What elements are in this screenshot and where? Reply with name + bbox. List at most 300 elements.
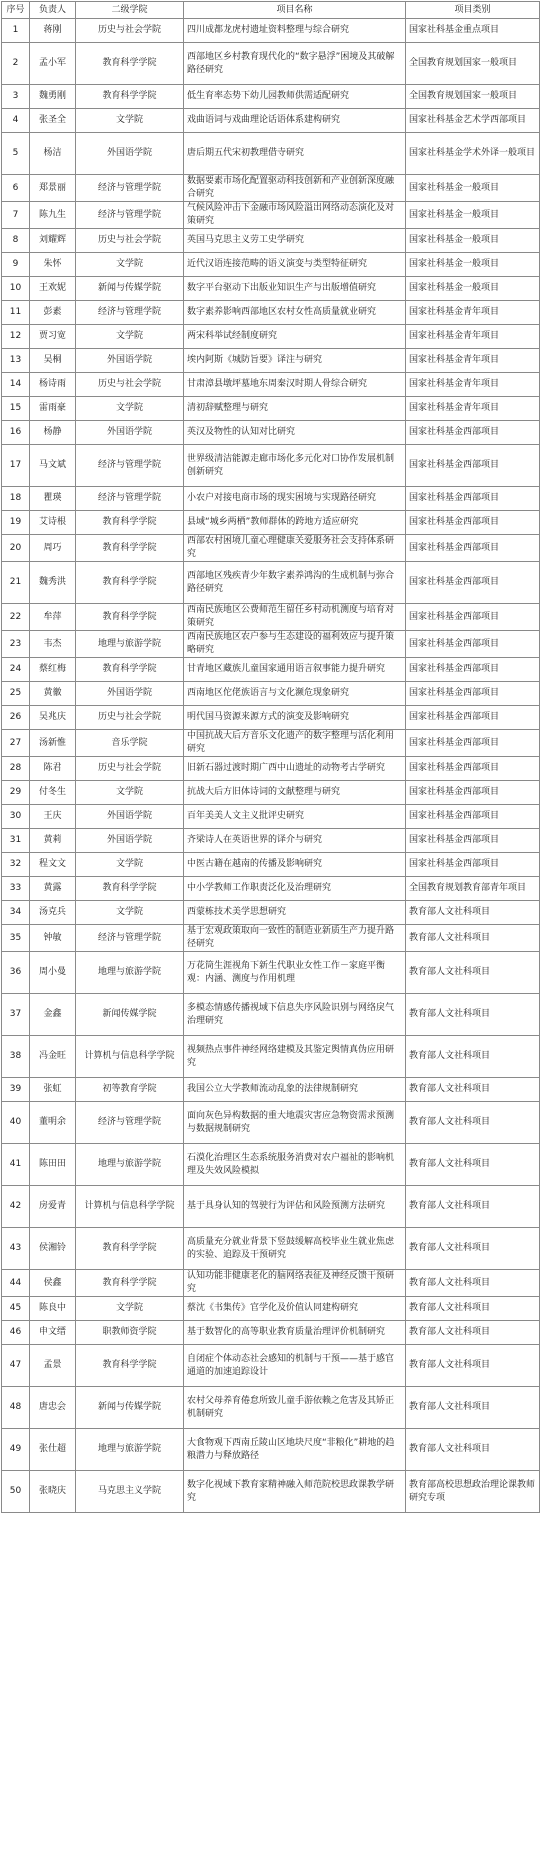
row-number: 3: [2, 85, 30, 109]
table-row: [2, 1387, 540, 1429]
row-project-type: 国家社科基金西部项目: [406, 535, 540, 562]
row-number: 37: [2, 994, 30, 1036]
row-project-type: 教育部人文社科项目: [406, 1429, 540, 1471]
row-project-name: 西蒙栋技术美学思想研究: [184, 901, 406, 925]
row-project-name: 英国马克思主义劳工史学研究: [184, 229, 406, 253]
row-number: 19: [2, 511, 30, 535]
row-principal: 程文文: [30, 853, 76, 877]
row-number: 2: [2, 43, 30, 85]
table-row: [2, 1429, 540, 1471]
table-row: [2, 994, 540, 1036]
row-principal: 魏秀洪: [30, 562, 76, 604]
row-number: 27: [2, 730, 30, 757]
table-row: [2, 1321, 540, 1345]
row-project-type: 全国教育规划教育部青年项目: [406, 877, 540, 901]
table-row: [2, 781, 540, 805]
row-project-name: 英汉及物性的认知对比研究: [184, 421, 406, 445]
row-project-name: 西部地区乡村教育现代化的“数字悬浮”困境及其破解路径研究: [184, 43, 406, 85]
row-project-type: 国家社科基金艺术学西部项目: [406, 109, 540, 133]
row-project-type: 国家社科基金西部项目: [406, 853, 540, 877]
table-row: [2, 877, 540, 901]
row-principal: 董明余: [30, 1102, 76, 1144]
row-project-type: 教育部人文社科项目: [406, 1321, 540, 1345]
row-number: 15: [2, 397, 30, 421]
row-number: 50: [2, 1471, 30, 1513]
row-principal: 蒋刚: [30, 19, 76, 43]
row-principal: 杨诗雨: [30, 373, 76, 397]
row-principal: 金鑫: [30, 994, 76, 1036]
row-project-type: 国家社科基金西部项目: [406, 757, 540, 781]
row-project-name: 中国抗战大后方音乐文化遗产的数字整理与活化利用研究: [184, 730, 406, 757]
row-college: 新闻与传媒学院: [76, 277, 184, 301]
row-number: 14: [2, 373, 30, 397]
row-project-name: 近代汉语连接范畴的语义演变与类型特征研究: [184, 253, 406, 277]
row-project-type: 国家社科基金学术外译一般项目: [406, 133, 540, 175]
row-project-type: 国家社科基金西部项目: [406, 421, 540, 445]
row-number: 10: [2, 277, 30, 301]
row-college: 经济与管理学院: [76, 301, 184, 325]
row-number: 21: [2, 562, 30, 604]
header-college: 二级学院: [76, 2, 184, 19]
row-principal: 唐忠会: [30, 1387, 76, 1429]
row-project-type: 国家社科基金西部项目: [406, 445, 540, 487]
row-principal: 马文斌: [30, 445, 76, 487]
row-number: 9: [2, 253, 30, 277]
row-college: 教育科学学院: [76, 562, 184, 604]
header-type: 项目类别: [406, 2, 540, 19]
table-row: [2, 1228, 540, 1270]
row-principal: 黄莉: [30, 829, 76, 853]
row-project-name: 齐梁诗人在英语世界的译介与研究: [184, 829, 406, 853]
table-row: [2, 952, 540, 994]
row-college: 文学院: [76, 781, 184, 805]
row-principal: 刘耀辉: [30, 229, 76, 253]
row-project-type: 国家社科基金西部项目: [406, 631, 540, 658]
row-principal: 吴兆庆: [30, 706, 76, 730]
row-college: 经济与管理学院: [76, 202, 184, 229]
table-row: [2, 349, 540, 373]
row-number: 24: [2, 658, 30, 682]
table-row: [2, 535, 540, 562]
row-college: 外国语学院: [76, 133, 184, 175]
row-project-type: 教育部人文社科项目: [406, 1102, 540, 1144]
row-project-name: 甘肃漳县墩坪墓地东周秦汉时期人骨综合研究: [184, 373, 406, 397]
table-row: [2, 277, 540, 301]
row-principal: 钟敏: [30, 925, 76, 952]
row-project-name: 面向灰色异构数据的重大地震灾害应急物资需求预测与数据规制研究: [184, 1102, 406, 1144]
row-college: 经济与管理学院: [76, 175, 184, 202]
table-row: [2, 853, 540, 877]
row-project-type: 国家社科基金西部项目: [406, 658, 540, 682]
table-row: [2, 658, 540, 682]
row-project-type: 国家社科基金一般项目: [406, 175, 540, 202]
row-project-name: 低生育率态势下幼儿园教师供需适配研究: [184, 85, 406, 109]
row-principal: 黄露: [30, 877, 76, 901]
row-project-type: 国家社科基金重点项目: [406, 19, 540, 43]
row-college: 新闻传媒学院: [76, 994, 184, 1036]
row-college: 教育科学学院: [76, 43, 184, 85]
table-row: [2, 682, 540, 706]
row-principal: 张虹: [30, 1078, 76, 1102]
table-row: [2, 757, 540, 781]
table-row: [2, 301, 540, 325]
row-project-name: 数字化视域下教育家精神融入师范院校思政课教学研究: [184, 1471, 406, 1513]
row-project-type: 教育部人文社科项目: [406, 925, 540, 952]
table-row: [2, 85, 540, 109]
row-project-name: 认知功能非健康老化的脑网络表征及神经反馈干预研究: [184, 1270, 406, 1297]
row-college: 马克思主义学院: [76, 1471, 184, 1513]
row-project-type: 教育部人文社科项目: [406, 1078, 540, 1102]
row-project-name: 大食物观下西南丘陵山区地块尺度“非粮化”耕地的趋粮潜力与释放路径: [184, 1429, 406, 1471]
row-principal: 朱怀: [30, 253, 76, 277]
row-number: 16: [2, 421, 30, 445]
row-project-type: 教育部高校思想政治理论课教师研究专项: [406, 1471, 540, 1513]
row-principal: 贾习宽: [30, 325, 76, 349]
project-table: [1, 1, 540, 1513]
table-row: [2, 109, 540, 133]
row-principal: 陈君: [30, 757, 76, 781]
row-project-name: 多模态情感传播视域下信息失序风险识别与网络戾气治理研究: [184, 994, 406, 1036]
row-project-name: 我国公立大学教师流动乱象的法律规制研究: [184, 1078, 406, 1102]
row-number: 11: [2, 301, 30, 325]
row-project-type: 教育部人文社科项目: [406, 1036, 540, 1078]
row-project-name: 西南民族地区农户参与生态建设的福利效应与提升策略研究: [184, 631, 406, 658]
row-project-type: 全国教育规划国家一般项目: [406, 85, 540, 109]
row-number: 30: [2, 805, 30, 829]
row-project-name: 数字平台驱动下出版业知识生产与出版增值研究: [184, 277, 406, 301]
row-principal: 王庆: [30, 805, 76, 829]
row-college: 计算机与信息科学学院: [76, 1036, 184, 1078]
row-number: 28: [2, 757, 30, 781]
row-college: 计算机与信息科学学院: [76, 1186, 184, 1228]
row-principal: 杨洁: [30, 133, 76, 175]
row-project-name: 四川成都龙虎村遗址资料整理与综合研究: [184, 19, 406, 43]
row-number: 18: [2, 487, 30, 511]
row-project-type: 全国教育规划国家一般项目: [406, 43, 540, 85]
row-number: 17: [2, 445, 30, 487]
row-project-type: 国家社科基金西部项目: [406, 805, 540, 829]
row-project-name: 视频热点事件神经网络建模及其鉴定舆情真伪应用研究: [184, 1036, 406, 1078]
table-row: [2, 1102, 540, 1144]
row-principal: 蔡红梅: [30, 658, 76, 682]
row-college: 教育科学学院: [76, 1228, 184, 1270]
table-row: [2, 373, 540, 397]
row-number: 44: [2, 1270, 30, 1297]
row-project-type: 国家社科基金一般项目: [406, 202, 540, 229]
row-number: 39: [2, 1078, 30, 1102]
row-principal: 瞿瑛: [30, 487, 76, 511]
row-project-name: 西部地区残疾青少年数字素养鸿沟的生成机制与弥合路径研究: [184, 562, 406, 604]
row-principal: 周巧: [30, 535, 76, 562]
table-body: [2, 19, 540, 1513]
row-project-name: 蔡沈《书集传》官学化及价值认同建构研究: [184, 1297, 406, 1321]
row-number: 1: [2, 19, 30, 43]
row-college: 经济与管理学院: [76, 487, 184, 511]
table-row: [2, 1144, 540, 1186]
table-row: [2, 325, 540, 349]
table-row: [2, 925, 540, 952]
row-number: 38: [2, 1036, 30, 1078]
row-principal: 韦杰: [30, 631, 76, 658]
row-number: 33: [2, 877, 30, 901]
row-number: 49: [2, 1429, 30, 1471]
row-college: 教育科学学院: [76, 85, 184, 109]
row-college: 历史与社会学院: [76, 19, 184, 43]
table-row: [2, 1078, 540, 1102]
table-row: [2, 562, 540, 604]
row-college: 教育科学学院: [76, 658, 184, 682]
row-project-type: 国家社科基金西部项目: [406, 487, 540, 511]
table-row: [2, 421, 540, 445]
row-project-type: 国家社科基金一般项目: [406, 277, 540, 301]
row-project-type: 国家社科基金西部项目: [406, 604, 540, 631]
row-project-type: 国家社科基金西部项目: [406, 730, 540, 757]
row-college: 外国语学院: [76, 682, 184, 706]
row-number: 25: [2, 682, 30, 706]
table-row: [2, 1297, 540, 1321]
header-row: [2, 2, 540, 19]
table-row: [2, 631, 540, 658]
row-project-type: 教育部人文社科项目: [406, 1186, 540, 1228]
row-number: 36: [2, 952, 30, 994]
row-college: 地理与旅游学院: [76, 631, 184, 658]
row-project-name: 西南民族地区公费师范生留任乡村动机测度与培育对策研究: [184, 604, 406, 631]
row-principal: 彭素: [30, 301, 76, 325]
row-principal: 郑景丽: [30, 175, 76, 202]
row-project-name: 气候风险冲击下金融市场风险溢出网络动态演化及对策研究: [184, 202, 406, 229]
header-no: 序号: [2, 2, 30, 19]
row-college: 历史与社会学院: [76, 229, 184, 253]
row-project-name: 百年美美人文主义批评史研究: [184, 805, 406, 829]
row-principal: 艾诗根: [30, 511, 76, 535]
row-principal: 孟小军: [30, 43, 76, 85]
row-project-type: 国家社科基金西部项目: [406, 562, 540, 604]
row-project-name: 西部农村困境儿童心理健康关爱服务社会支持体系研究: [184, 535, 406, 562]
row-college: 文学院: [76, 109, 184, 133]
row-project-type: 教育部人文社科项目: [406, 1345, 540, 1387]
row-college: 教育科学学院: [76, 1345, 184, 1387]
row-project-name: 自闭症个体动态社会感知的机制与干预——基于感官通道的加速追踪设计: [184, 1345, 406, 1387]
table-row: [2, 805, 540, 829]
row-project-type: 国家社科基金一般项目: [406, 253, 540, 277]
table-row: [2, 202, 540, 229]
row-college: 历史与社会学院: [76, 757, 184, 781]
header-project: 项目名称: [184, 2, 406, 19]
row-college: 文学院: [76, 901, 184, 925]
row-project-name: 戏曲语词与戏曲理论话语体系建构研究: [184, 109, 406, 133]
row-principal: 汤新惟: [30, 730, 76, 757]
row-project-type: 教育部人文社科项目: [406, 901, 540, 925]
row-project-type: 教育部人文社科项目: [406, 1144, 540, 1186]
row-number: 7: [2, 202, 30, 229]
row-number: 31: [2, 829, 30, 853]
row-principal: 牟萍: [30, 604, 76, 631]
row-number: 40: [2, 1102, 30, 1144]
row-college: 历史与社会学院: [76, 373, 184, 397]
row-project-type: 国家社科基金青年项目: [406, 373, 540, 397]
row-project-name: 县域“城乡两栖”教师群体的跨地方适应研究: [184, 511, 406, 535]
row-college: 音乐学院: [76, 730, 184, 757]
row-number: 43: [2, 1228, 30, 1270]
table-row: [2, 1186, 540, 1228]
row-number: 45: [2, 1297, 30, 1321]
row-project-name: 抗战大后方旧体诗词的文献整理与研究: [184, 781, 406, 805]
row-principal: 黄徽: [30, 682, 76, 706]
row-number: 41: [2, 1144, 30, 1186]
row-project-name: 旧新石器过渡时期广西中山遗址的动物考古学研究: [184, 757, 406, 781]
row-project-name: 小农户对接电商市场的现实困境与实现路径研究: [184, 487, 406, 511]
row-number: 5: [2, 133, 30, 175]
row-project-name: 基于宏观政策取向一致性的制造业新质生产力提升路径研究: [184, 925, 406, 952]
row-project-name: 唐后期五代宋初教理借寺研究: [184, 133, 406, 175]
table-row: [2, 1471, 540, 1513]
row-college: 地理与旅游学院: [76, 952, 184, 994]
row-number: 13: [2, 349, 30, 373]
table-row: [2, 901, 540, 925]
row-college: 文学院: [76, 253, 184, 277]
row-college: 教育科学学院: [76, 604, 184, 631]
table-row: [2, 19, 540, 43]
row-number: 22: [2, 604, 30, 631]
row-number: 29: [2, 781, 30, 805]
row-college: 初等教育学院: [76, 1078, 184, 1102]
row-project-type: 教育部人文社科项目: [406, 1228, 540, 1270]
row-project-type: 国家社科基金西部项目: [406, 829, 540, 853]
row-project-type: 教育部人文社科项目: [406, 1297, 540, 1321]
row-principal: 吴桐: [30, 349, 76, 373]
row-college: 文学院: [76, 1297, 184, 1321]
row-principal: 张晓庆: [30, 1471, 76, 1513]
row-number: 42: [2, 1186, 30, 1228]
row-college: 职教师资学院: [76, 1321, 184, 1345]
row-project-type: 教育部人文社科项目: [406, 1387, 540, 1429]
row-principal: 侯鑫: [30, 1270, 76, 1297]
table-row: [2, 1270, 540, 1297]
table-row: [2, 253, 540, 277]
table-row: [2, 730, 540, 757]
row-project-type: 国家社科基金一般项目: [406, 229, 540, 253]
row-project-name: 基于数智化的高等职业教育质量治理评价机制研究: [184, 1321, 406, 1345]
header-name: 负责人: [30, 2, 76, 19]
row-project-name: 清初辞赋整理与研究: [184, 397, 406, 421]
row-principal: 张仕超: [30, 1429, 76, 1471]
table-row: [2, 445, 540, 487]
row-project-type: 教育部人文社科项目: [406, 994, 540, 1036]
row-project-name: 数据要素市场化配置驱动科技创新和产业创新深度融合研究: [184, 175, 406, 202]
row-project-name: 基于具身认知的驾驶行为评估和风险预测方法研究: [184, 1186, 406, 1228]
row-college: 外国语学院: [76, 349, 184, 373]
row-college: 历史与社会学院: [76, 706, 184, 730]
row-principal: 周小曼: [30, 952, 76, 994]
row-principal: 张圣全: [30, 109, 76, 133]
row-number: 47: [2, 1345, 30, 1387]
row-principal: 汤克兵: [30, 901, 76, 925]
row-number: 26: [2, 706, 30, 730]
row-project-name: 高质量充分就业背景下竖鼓缓解高校毕业生就业焦虑的实验、追踪及干预研究: [184, 1228, 406, 1270]
table-row: [2, 604, 540, 631]
row-college: 外国语学院: [76, 805, 184, 829]
row-principal: 陈田田: [30, 1144, 76, 1186]
row-number: 12: [2, 325, 30, 349]
row-number: 48: [2, 1387, 30, 1429]
table-row: [2, 1345, 540, 1387]
row-college: 文学院: [76, 397, 184, 421]
row-college: 教育科学学院: [76, 511, 184, 535]
table-row: [2, 511, 540, 535]
row-project-name: 万花筒生涯视角下新生代职业女性工作－家庭平衡观：内涵、测度与作用机理: [184, 952, 406, 994]
row-project-type: 国家社科基金西部项目: [406, 511, 540, 535]
row-project-name: 数字素养影响西部地区农村女性高质量就业研究: [184, 301, 406, 325]
row-college: 地理与旅游学院: [76, 1429, 184, 1471]
row-number: 20: [2, 535, 30, 562]
row-college: 经济与管理学院: [76, 925, 184, 952]
table-row: [2, 133, 540, 175]
row-number: 34: [2, 901, 30, 925]
row-project-type: 国家社科基金青年项目: [406, 301, 540, 325]
row-principal: 雷雨豪: [30, 397, 76, 421]
row-number: 35: [2, 925, 30, 952]
table-row: [2, 43, 540, 85]
row-number: 23: [2, 631, 30, 658]
row-project-name: 甘青地区藏族儿童国家通用语言叙事能力提升研究: [184, 658, 406, 682]
row-principal: 杨静: [30, 421, 76, 445]
row-college: 外国语学院: [76, 829, 184, 853]
row-principal: 王欢妮: [30, 277, 76, 301]
row-project-name: 埃内阿斯《城防旨要》译注与研究: [184, 349, 406, 373]
row-college: 地理与旅游学院: [76, 1144, 184, 1186]
row-number: 4: [2, 109, 30, 133]
table-header: [2, 2, 540, 19]
row-principal: 房爱青: [30, 1186, 76, 1228]
row-project-name: 世界级清洁能源走廊市场化多元化对口协作发展机制创新研究: [184, 445, 406, 487]
row-college: 教育科学学院: [76, 535, 184, 562]
row-project-type: 国家社科基金青年项目: [406, 397, 540, 421]
row-project-name: 两宋科举试经制度研究: [184, 325, 406, 349]
row-project-name: 中医古籍在越南的传播及影响研究: [184, 853, 406, 877]
row-project-name: 西南地区佗佬族语言与文化濒危现象研究: [184, 682, 406, 706]
row-principal: 陈良中: [30, 1297, 76, 1321]
row-principal: 申文缙: [30, 1321, 76, 1345]
row-college: 经济与管理学院: [76, 445, 184, 487]
row-project-name: 中小学教师工作职责泛化及治理研究: [184, 877, 406, 901]
row-number: 8: [2, 229, 30, 253]
row-project-type: 教育部人文社科项目: [406, 952, 540, 994]
row-college: 新闻与传媒学院: [76, 1387, 184, 1429]
row-number: 46: [2, 1321, 30, 1345]
row-project-type: 国家社科基金西部项目: [406, 781, 540, 805]
row-project-type: 国家社科基金西部项目: [406, 682, 540, 706]
row-project-type: 国家社科基金青年项目: [406, 325, 540, 349]
table-row: [2, 829, 540, 853]
row-project-name: 农村父母养育倦怠所致儿童手游依赖之危害及其矫正机制研究: [184, 1387, 406, 1429]
row-college: 文学院: [76, 853, 184, 877]
row-principal: 孟景: [30, 1345, 76, 1387]
row-number: 32: [2, 853, 30, 877]
table-row: [2, 1036, 540, 1078]
table-row: [2, 175, 540, 202]
table-row: [2, 397, 540, 421]
row-principal: 付冬生: [30, 781, 76, 805]
row-college: 教育科学学院: [76, 1270, 184, 1297]
row-principal: 侯湘铃: [30, 1228, 76, 1270]
row-project-name: 明代国马资源来源方式的演变及影响研究: [184, 706, 406, 730]
row-project-type: 教育部人文社科项目: [406, 1270, 540, 1297]
row-college: 外国语学院: [76, 421, 184, 445]
row-project-name: 石漠化治理区生态系统服务消费对农户福祉的影响机理及失效风险模拟: [184, 1144, 406, 1186]
row-project-type: 国家社科基金青年项目: [406, 349, 540, 373]
row-college: 教育科学学院: [76, 877, 184, 901]
row-project-type: 国家社科基金西部项目: [406, 706, 540, 730]
